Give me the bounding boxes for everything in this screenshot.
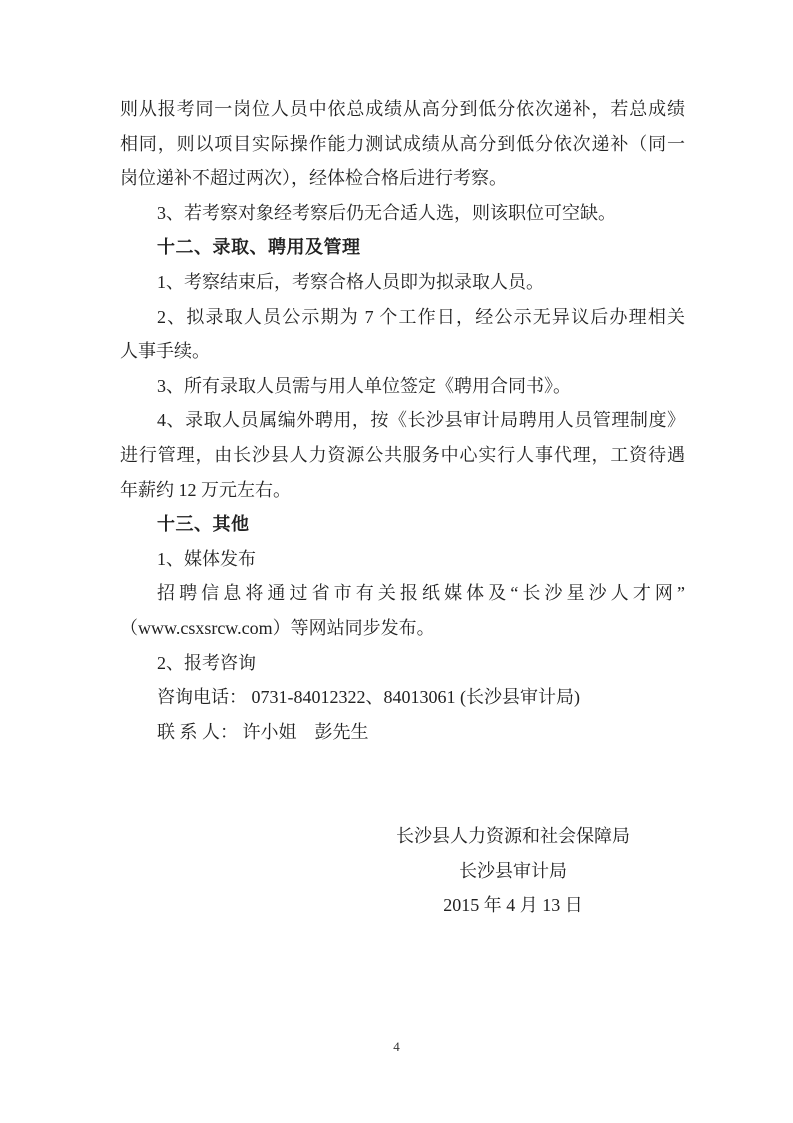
media-release-item: 1、媒体发布 <box>157 548 256 569</box>
list-item-1: 1、考察结束后，考察合格人员即为拟录取人员。 <box>157 271 544 292</box>
section-heading-12: 十二、录取、聘用及管理 <box>157 237 361 258</box>
text-line: 相同，则以项目实际操作能力测试成绩从高分到低分依次递补（同一 <box>120 133 685 154</box>
section-heading-13: 十三、其他 <box>157 514 250 535</box>
list-item-3b: 3、所有录取人员需与用人单位签定《聘用合同书》。 <box>157 375 571 396</box>
content-area <box>120 92 685 749</box>
phone-line: 咨询电话： 0731-84012322、84013061 (长沙县审计局) <box>157 687 580 708</box>
text-line: 人事手续。 <box>120 341 210 362</box>
signature-org-2: 长沙县审计局 <box>459 860 567 881</box>
consult-item: 2、报考咨询 <box>157 652 256 673</box>
text-line: 岗位递补不超过两次），经体检合格后进行考察。 <box>120 168 507 189</box>
text-line: 则从报考同一岗位人员中依总成绩从高分到低分依次递补，若总成绩 <box>120 99 685 119</box>
text-line: 年薪约 12 万元左右。 <box>120 479 291 500</box>
contact-line: 联 系 人： 许小姐 彭先生 <box>157 721 369 742</box>
website-line: （www.csxsrcw.com）等网站同步发布。 <box>120 617 435 638</box>
page-number: 4 <box>393 1039 400 1054</box>
text-line: 招聘信息将通过省市有关报纸媒体及“长沙星沙人才网” <box>157 583 685 604</box>
signature-date: 2015 年 4 月 13 日 <box>443 895 583 916</box>
list-item-2: 2、拟录取人员公示期为 7 个工作日，经公示无异议后办理相关 <box>157 306 685 327</box>
list-item-4: 4、录取人员属编外聘用，按《长沙县审计局聘用人员管理制度》 <box>157 410 685 431</box>
signature-org-1: 长沙县人力资源和社会保障局 <box>396 826 630 846</box>
list-item-3: 3、若考察对象经考察后仍无合适人选，则该职位可空缺。 <box>157 202 616 223</box>
signature-block <box>330 820 696 924</box>
text-line: 进行管理，由长沙县人力资源公共服务中心实行人事代理，工资待遇 <box>120 444 685 465</box>
